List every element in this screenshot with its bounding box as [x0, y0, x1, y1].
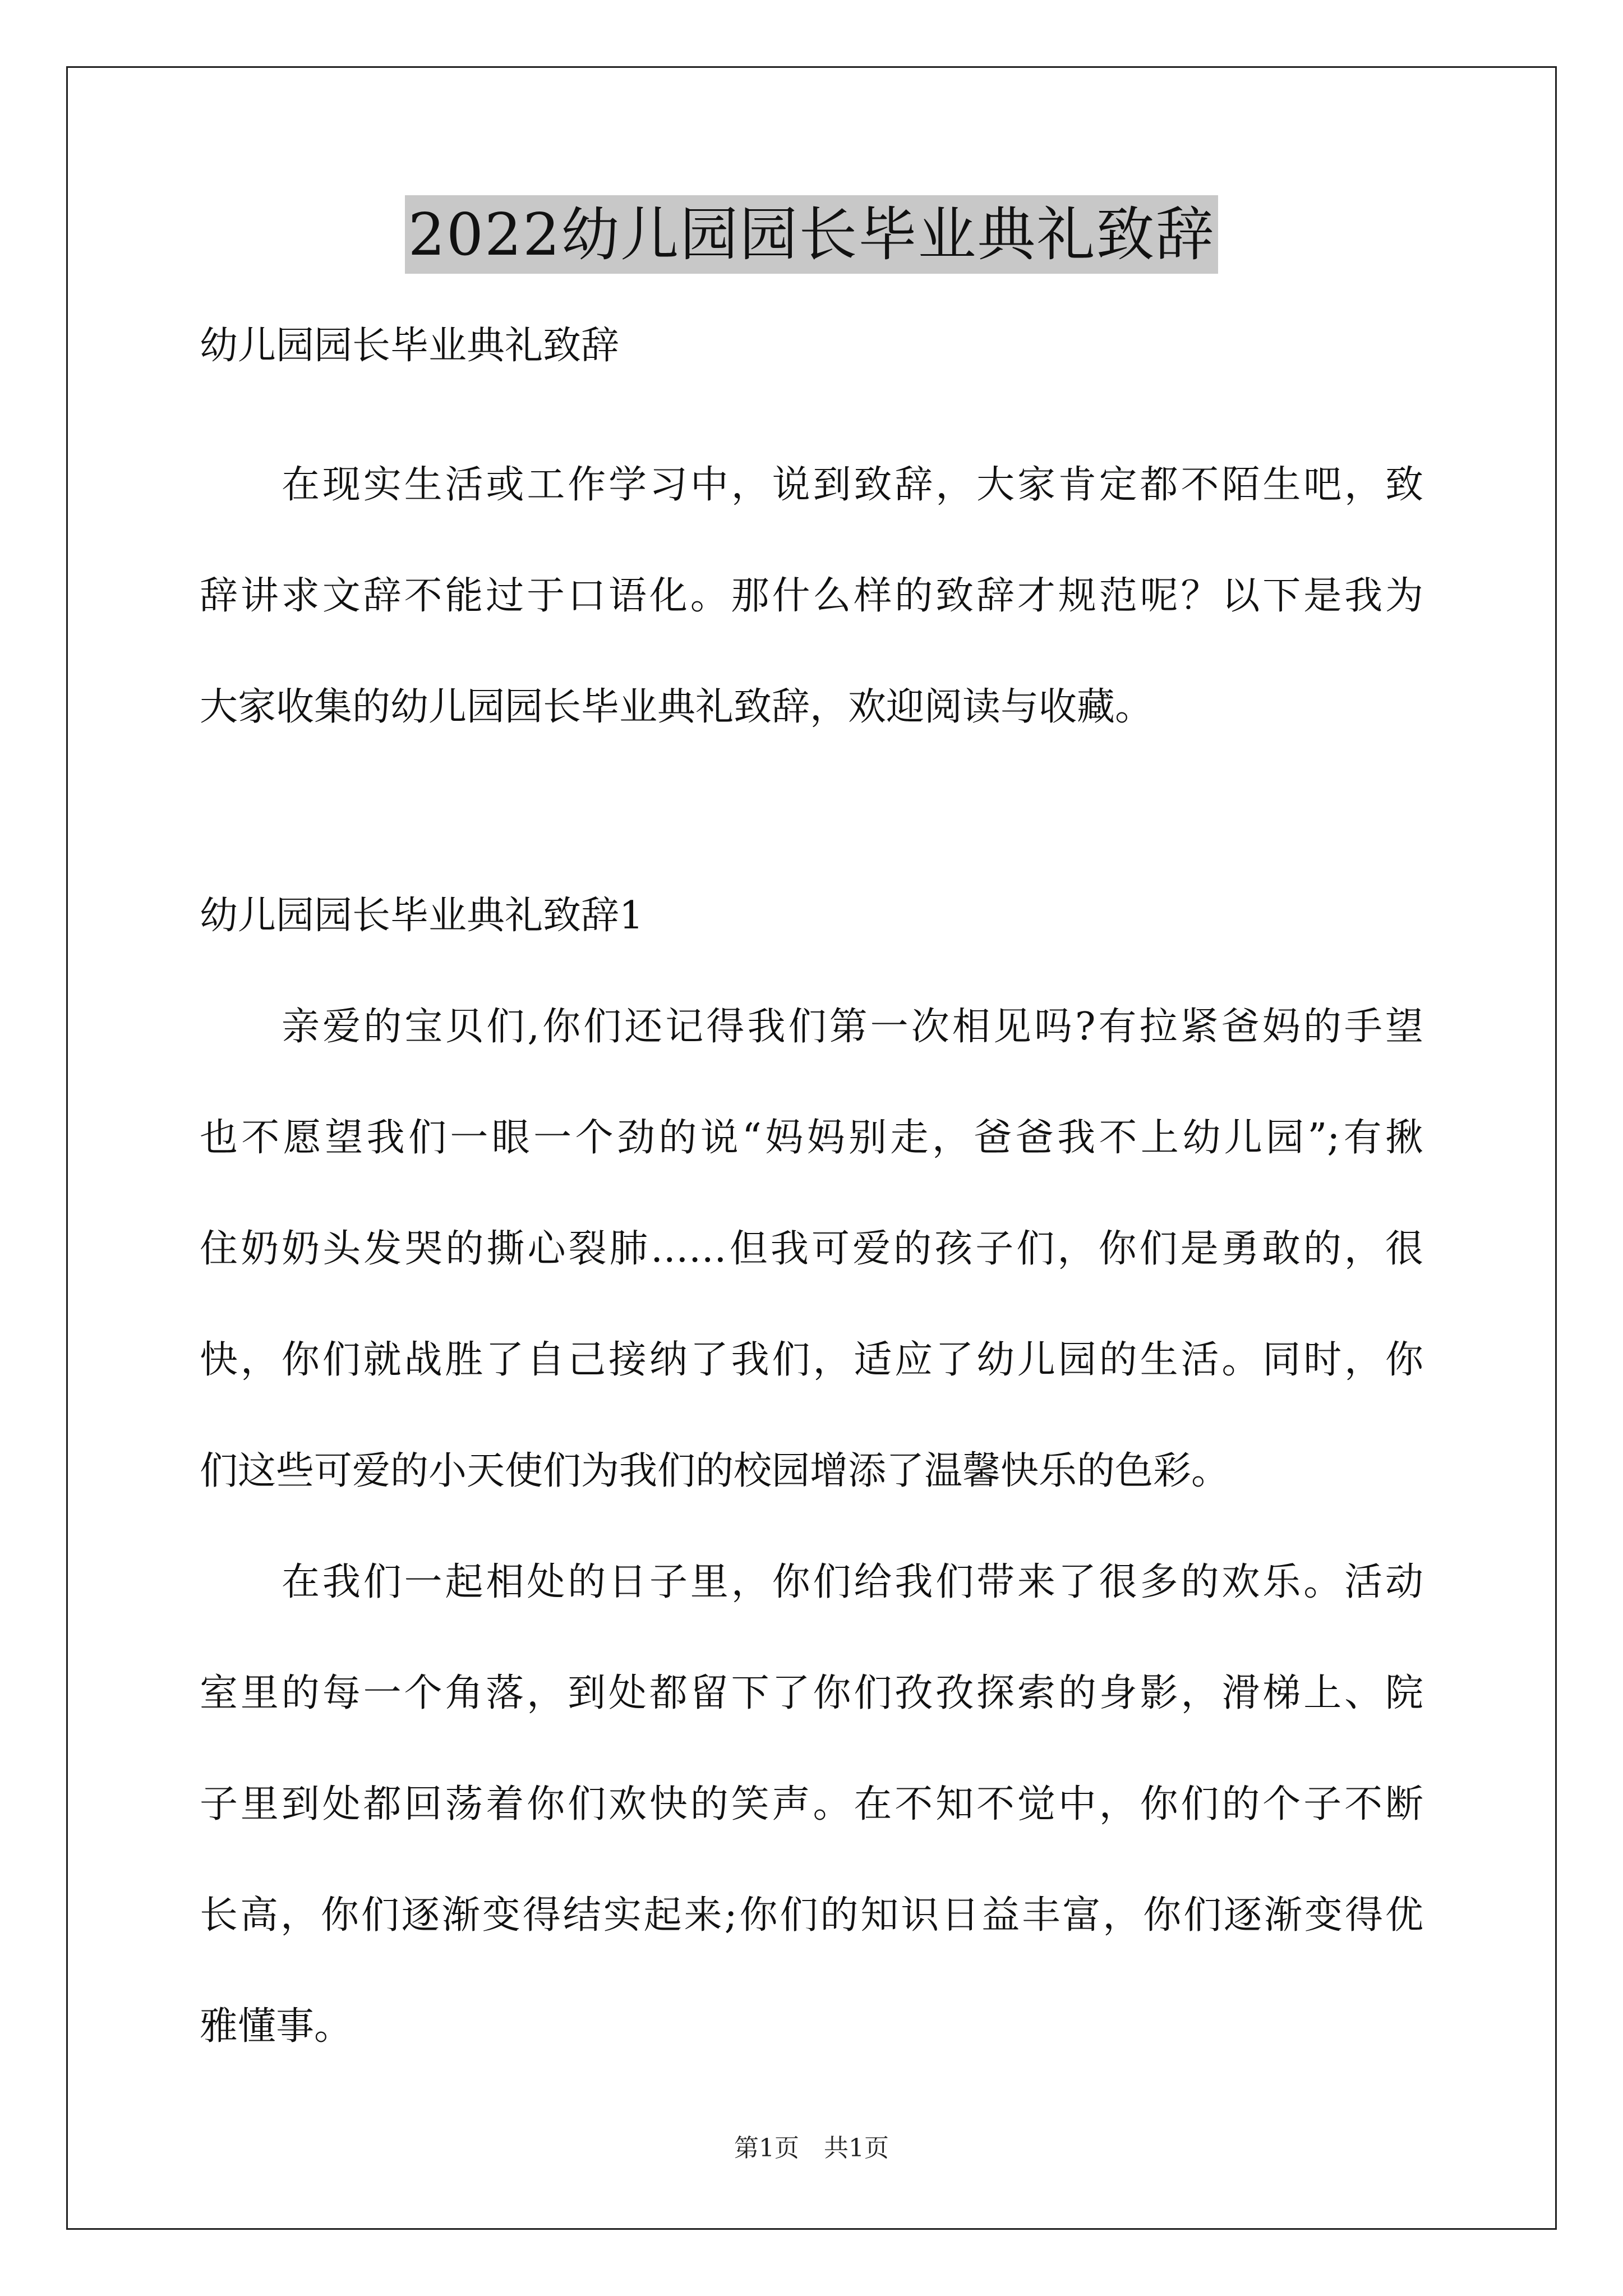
para2-line-1: 在我们一起相处的日子里，你们给我们带来了很多的欢乐。活动 — [282, 1560, 1423, 1604]
section-heading: 幼儿园园长毕业典礼致辞1 — [200, 894, 644, 938]
subtitle: 幼儿园园长毕业典礼致辞 — [200, 324, 620, 368]
para1-line-5: 们这些可爱的小天使们为我们的校园增添了温馨快乐的色彩。 — [200, 1449, 1230, 1493]
intro-line-1: 在现实生活或工作学习中，说到致辞，大家肯定都不陌生吧，致 — [282, 463, 1423, 507]
para1-line-1: 亲爱的宝贝们,你们还记得我们第一次相见吗?有拉紧爸妈的手望 — [282, 1005, 1423, 1049]
title-container — [0, 195, 1623, 274]
page-footer: 第1页 共1页 — [734, 2134, 889, 2162]
para2-line-5: 雅懂事。 — [200, 2004, 353, 2049]
intro-line-2: 辞讲求文辞不能过于口语化。那什么样的致辞才规范呢？以下是我为 — [200, 574, 1423, 618]
para1-line-3: 住奶奶头发哭的撕心裂肺……但我可爱的孩子们，你们是勇敢的，很 — [200, 1227, 1423, 1271]
para1-line-2: 也不愿望我们一眼一个劲的说“妈妈别走，爸爸我不上幼儿园”;有揪 — [200, 1116, 1423, 1160]
para1-line-4: 快，你们就战胜了自己接纳了我们，适应了幼儿园的生活。同时，你 — [200, 1338, 1423, 1382]
intro-line-3: 大家收集的幼儿园园长毕业典礼致辞，欢迎阅读与收藏。 — [200, 685, 1154, 729]
para2-line-2: 室里的每一个角落，到处都留下了你们孜孜探索的身影，滑梯上、院 — [200, 1671, 1423, 1715]
document-title: 2022幼儿园园长毕业典礼致辞 — [405, 195, 1219, 274]
para2-line-3: 子里到处都回荡着你们欢快的笑声。在不知不觉中，你们的个子不断 — [200, 1782, 1423, 1826]
para2-line-4: 长高，你们逐渐变得结实起来;你们的知识日益丰富，你们逐渐变得优 — [200, 1893, 1423, 1938]
